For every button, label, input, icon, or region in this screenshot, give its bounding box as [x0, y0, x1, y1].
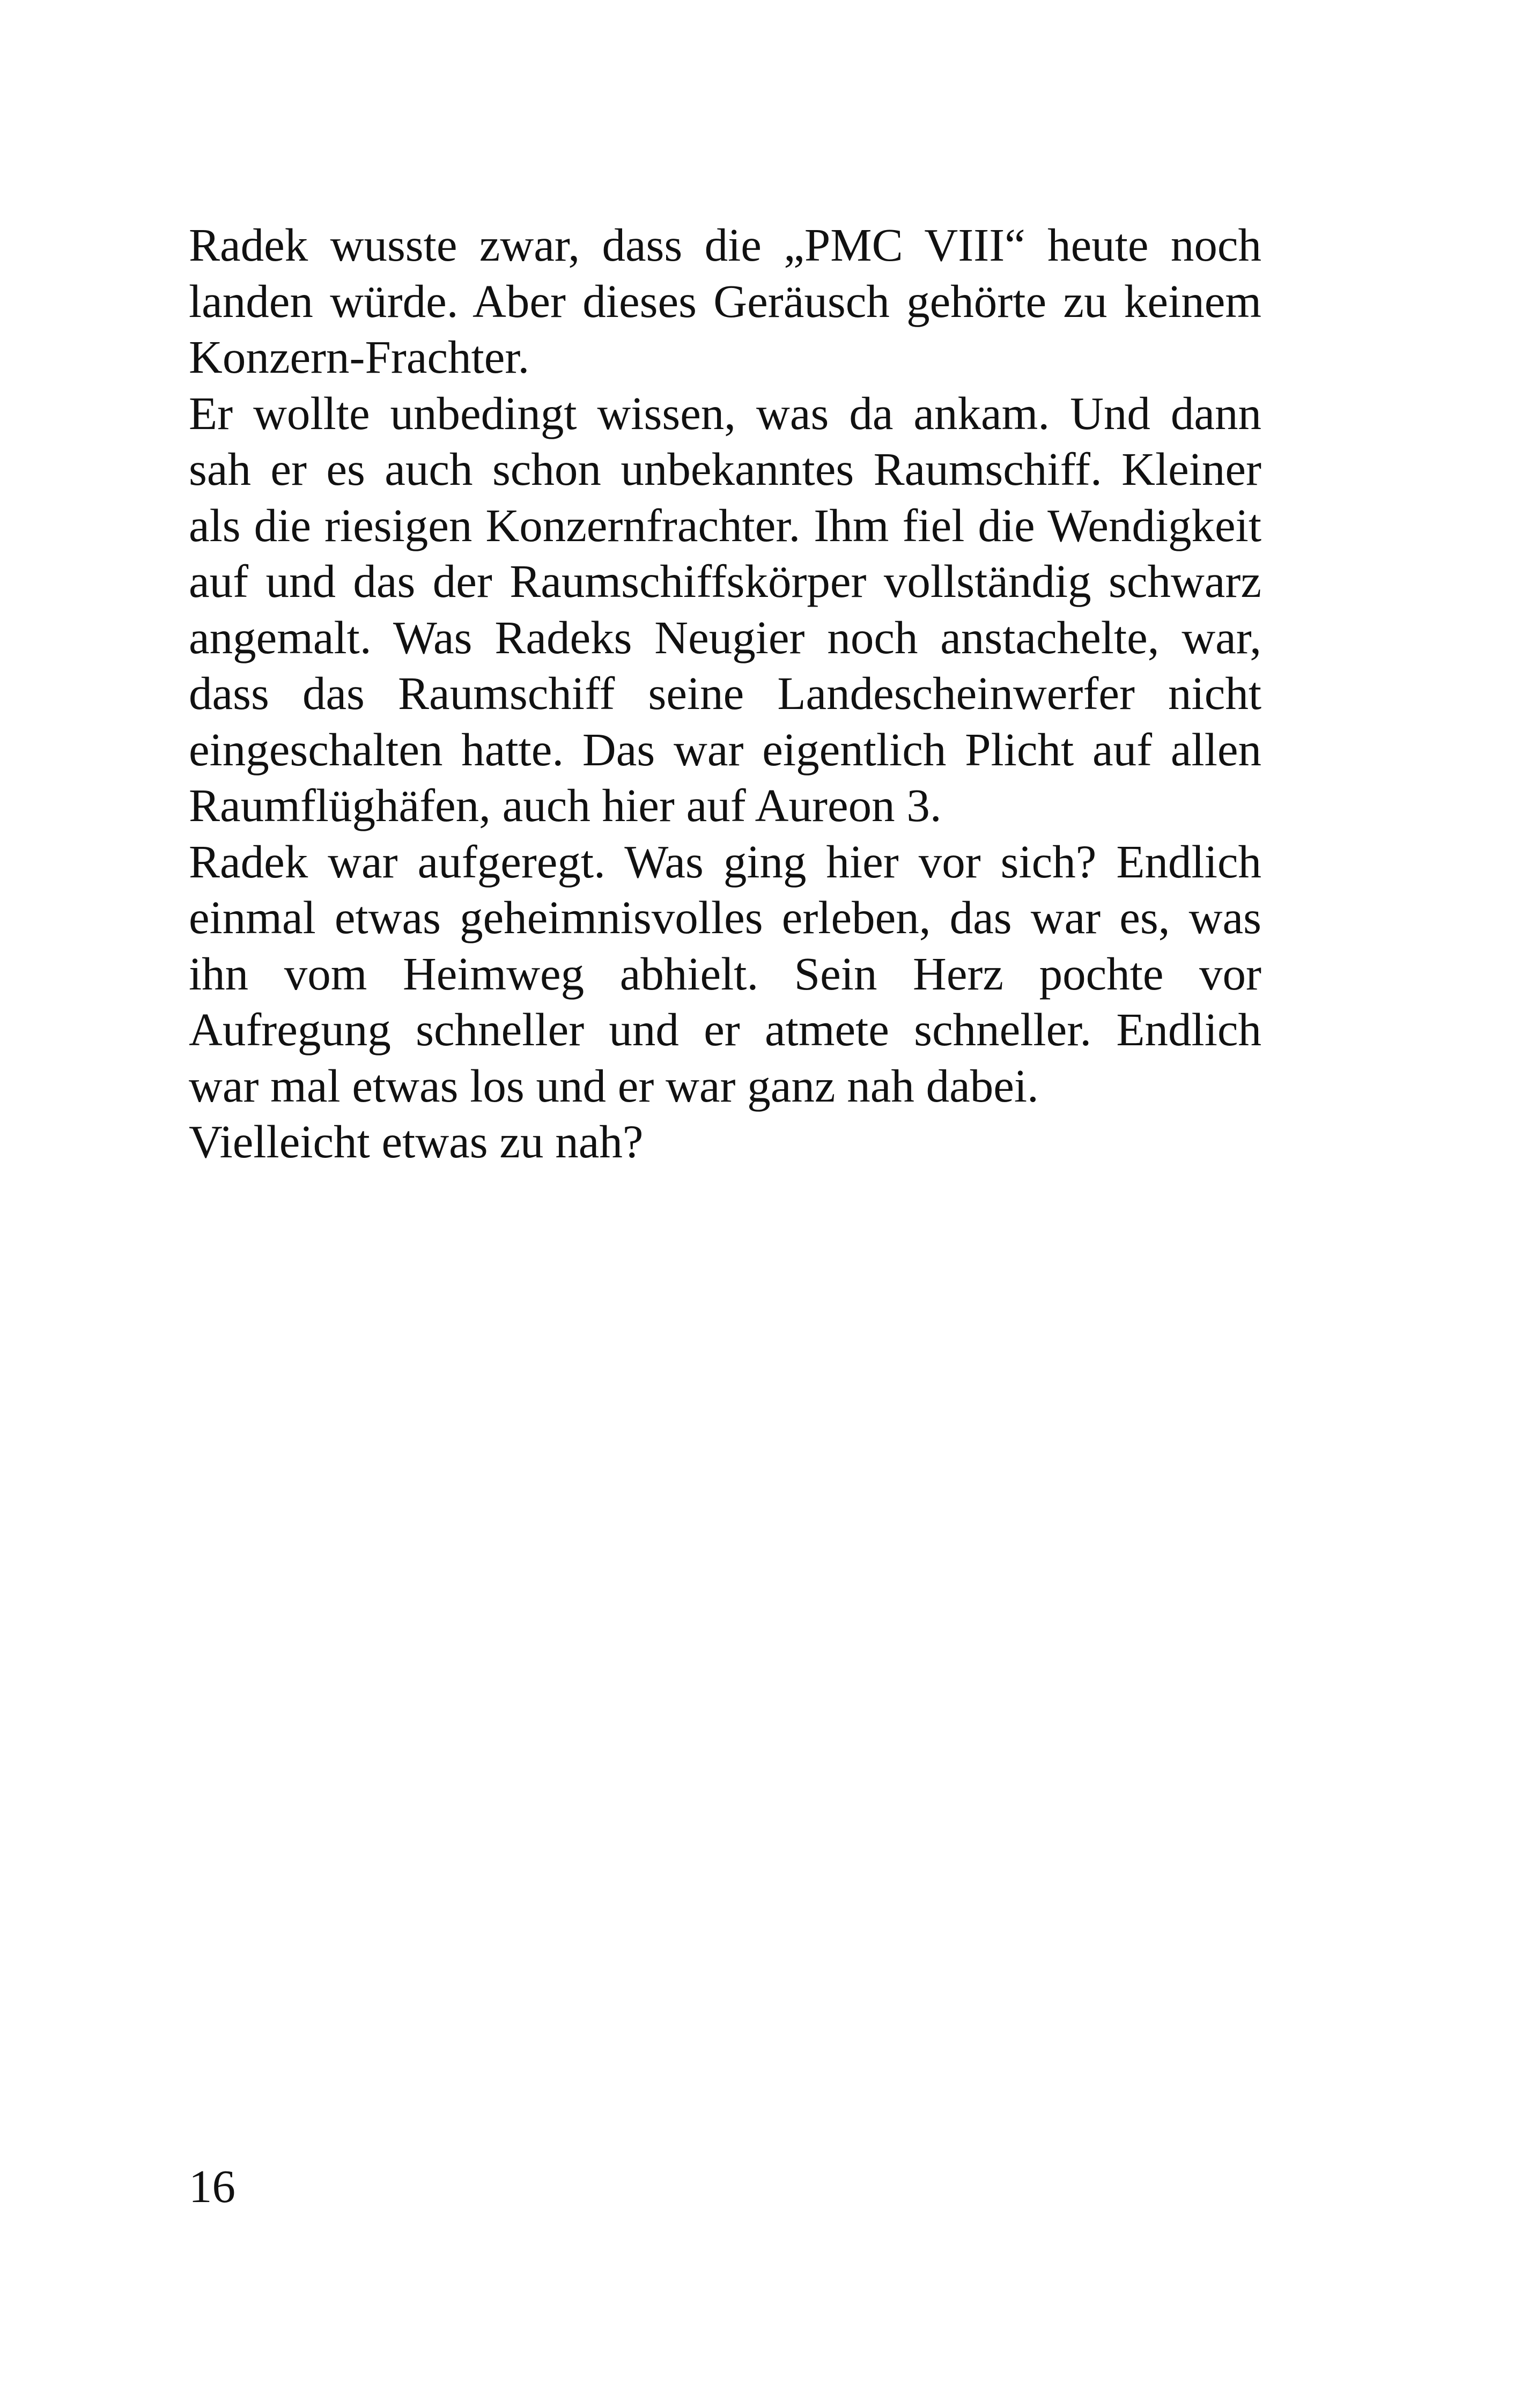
paragraph-3: Radek war aufgeregt. Was ging hier vor sich? Endlich einmal etwas geheimnisvolles erleben, das war es, was ihn vom Heimweg abhielt. Sein Herz pochte vor Aufregung schneller und er atmete schneller. Endlich war mal etwas los und er war ganz nah dabei.: [189, 835, 1261, 1112]
paragraph-4: Vielleicht etwas zu nah?: [189, 1116, 644, 1168]
body-text: [189, 217, 1261, 1170]
page-number: 16: [189, 2160, 235, 2212]
paragraph-1: Radek wusste zwar, dass die „PMC VIII“ heute noch landen würde. Aber dieses Geräusch gehörte zu keinem Konzern-Frachter.: [189, 219, 1261, 383]
paragraph-2: Er wollte unbedingt wissen, was da ankam. Und dann sah er es auch schon unbekanntes Raumschiff. Kleiner als die riesigen Konzernfrachter. Ihm fiel die Wendigkeit auf und das der Raumschiffskörper vollständig schwarz angemalt. Was Radeks Neugier noch anstachelte, war, dass das Raumschiff seine Landescheinwerfer nicht eingeschalten hatte. Das war eigentlich Plicht auf allen Raumflüghäfen, auch hier auf Aureon 3.: [189, 387, 1261, 831]
